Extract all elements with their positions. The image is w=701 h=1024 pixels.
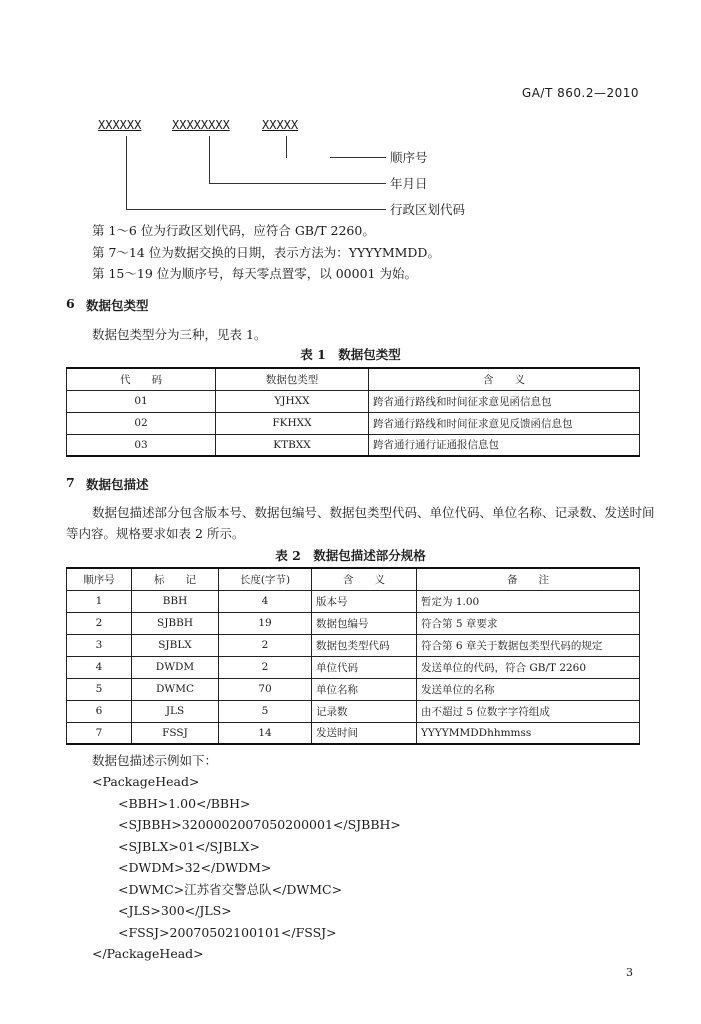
table2-header: 长度(字节)	[219, 568, 312, 590]
cell: FSSJ	[132, 722, 219, 744]
table2-header: 顺序号	[67, 568, 132, 590]
cell: 数据包类型代码	[312, 634, 417, 656]
cell: 6	[67, 700, 132, 722]
example-line: <DWMC>江苏省交警总队</DWMC>	[118, 882, 343, 897]
cell: 2	[219, 656, 312, 678]
section7-title: 数据包描述	[86, 477, 149, 492]
table-row	[67, 412, 640, 434]
cell: DWMC	[132, 678, 219, 700]
section7-body-line1: 数据包描述部分包含版本号、数据包编号、数据包类型代码、单位代码、单位名称、记录数、发送时间	[92, 505, 655, 520]
standard-code: GA/T 860.2—2010	[521, 86, 639, 100]
cell: 跨省通行路线和时间征求意见函信息包	[369, 390, 640, 412]
cell: 发送单位的名称	[417, 678, 640, 700]
cell: 跨省通行通行证通报信息包	[369, 434, 640, 456]
section6-title: 数据包类型	[86, 298, 149, 313]
cell: 发送单位的代码，符合 GB/T 2260	[417, 656, 640, 678]
cell: DWDM	[132, 656, 219, 678]
cell: JLS	[132, 700, 219, 722]
cell: 由不超过 5 位数字字符组成	[417, 700, 640, 722]
cell: 跨省通行路线和时间征求意见反馈函信息包	[369, 412, 640, 434]
example-line: <PackageHead>	[92, 774, 200, 789]
table-row	[67, 722, 640, 744]
cell: 02	[67, 412, 216, 434]
example-line: <SJBLX>01</SJBLX>	[118, 839, 260, 854]
table-row	[67, 656, 640, 678]
section7-number: 7	[66, 475, 75, 490]
cell: BBH	[132, 590, 219, 612]
table-row	[67, 434, 640, 456]
cell: 暂定为 1.00	[417, 590, 640, 612]
table-row	[67, 390, 640, 412]
cell: 19	[219, 612, 312, 634]
cell: SJBLX	[132, 634, 219, 656]
cell: YYYYMMDDhhmmss	[417, 722, 640, 744]
table1	[66, 367, 640, 457]
table2-caption: 表 2 数据包描述部分规格	[275, 548, 426, 563]
cell: 5	[67, 678, 132, 700]
cell: 单位代码	[312, 656, 417, 678]
table1-header: 代 码	[67, 368, 216, 390]
cell: 5	[219, 700, 312, 722]
cell: 1	[67, 590, 132, 612]
label-sequence: 顺序号	[390, 150, 428, 165]
cell: 2	[67, 612, 132, 634]
table-row	[67, 612, 640, 634]
segment-date: XXXXXXXX	[172, 118, 230, 132]
cell: 单位名称	[312, 678, 417, 700]
cell: 7	[67, 722, 132, 744]
cell: YJHXX	[216, 390, 369, 412]
section6-body: 数据包类型分为三种，见表 1。	[92, 327, 267, 342]
cell: 数据包编号	[312, 612, 417, 634]
cell: 01	[67, 390, 216, 412]
example-line: <SJBBH>3200002007050200001</SJBBH>	[118, 817, 401, 832]
table2-header: 含 义	[312, 568, 417, 590]
cell: 发送时间	[312, 722, 417, 744]
cell: 70	[219, 678, 312, 700]
segment-region: XXXXXX	[98, 118, 142, 132]
para-date: 第 7～14 位为数据交换的日期，表示方法为：YYYYMMDD。	[92, 245, 440, 260]
cell: SJBBH	[132, 612, 219, 634]
example-intro: 数据包描述示例如下：	[92, 753, 218, 768]
table1-header: 数据包类型	[216, 368, 369, 390]
table-row	[67, 634, 640, 656]
cell: 3	[67, 634, 132, 656]
label-date: 年月日	[390, 176, 428, 191]
example-line: <BBH>1.00</BBH>	[118, 796, 251, 811]
segment-sequence: XXXXX	[262, 118, 299, 132]
cell: 14	[219, 722, 312, 744]
table-row	[67, 590, 640, 612]
label-region: 行政区划代码	[390, 202, 466, 217]
cell: 符合第 6 章关于数据包类型代码的规定	[417, 634, 640, 656]
cell: 4	[219, 590, 312, 612]
cell: KTBXX	[216, 434, 369, 456]
example-line: </PackageHead>	[92, 946, 204, 961]
cell: 03	[67, 434, 216, 456]
cell: FKHXX	[216, 412, 369, 434]
page-number: 3	[626, 966, 633, 979]
table-row	[67, 700, 640, 722]
table1-header: 含 义	[369, 368, 640, 390]
table2	[66, 567, 640, 745]
para-sequence: 第 15～19 位为顺序号，每天零点置零，以 00001 为始。	[92, 266, 417, 281]
table2-header: 备 注	[417, 568, 640, 590]
table-row	[67, 678, 640, 700]
example-line: <JLS>300</JLS>	[118, 903, 232, 918]
example-line: <FSSJ>20070502100101</FSSJ>	[118, 925, 337, 940]
table1-caption: 表 1 数据包类型	[300, 347, 401, 362]
section6-number: 6	[66, 296, 75, 311]
example-line: <DWDM>32</DWDM>	[118, 860, 272, 875]
table2-header: 标 记	[132, 568, 219, 590]
cell: 记录数	[312, 700, 417, 722]
para-region-code: 第 1～6 位为行政区划代码，应符合 GB/T 2260。	[92, 223, 375, 238]
cell: 版本号	[312, 590, 417, 612]
cell: 符合第 5 章要求	[417, 612, 640, 634]
cell: 2	[219, 634, 312, 656]
cell: 4	[67, 656, 132, 678]
section7-body-line2: 等内容。规格要求如表 2 所示。	[66, 526, 245, 541]
